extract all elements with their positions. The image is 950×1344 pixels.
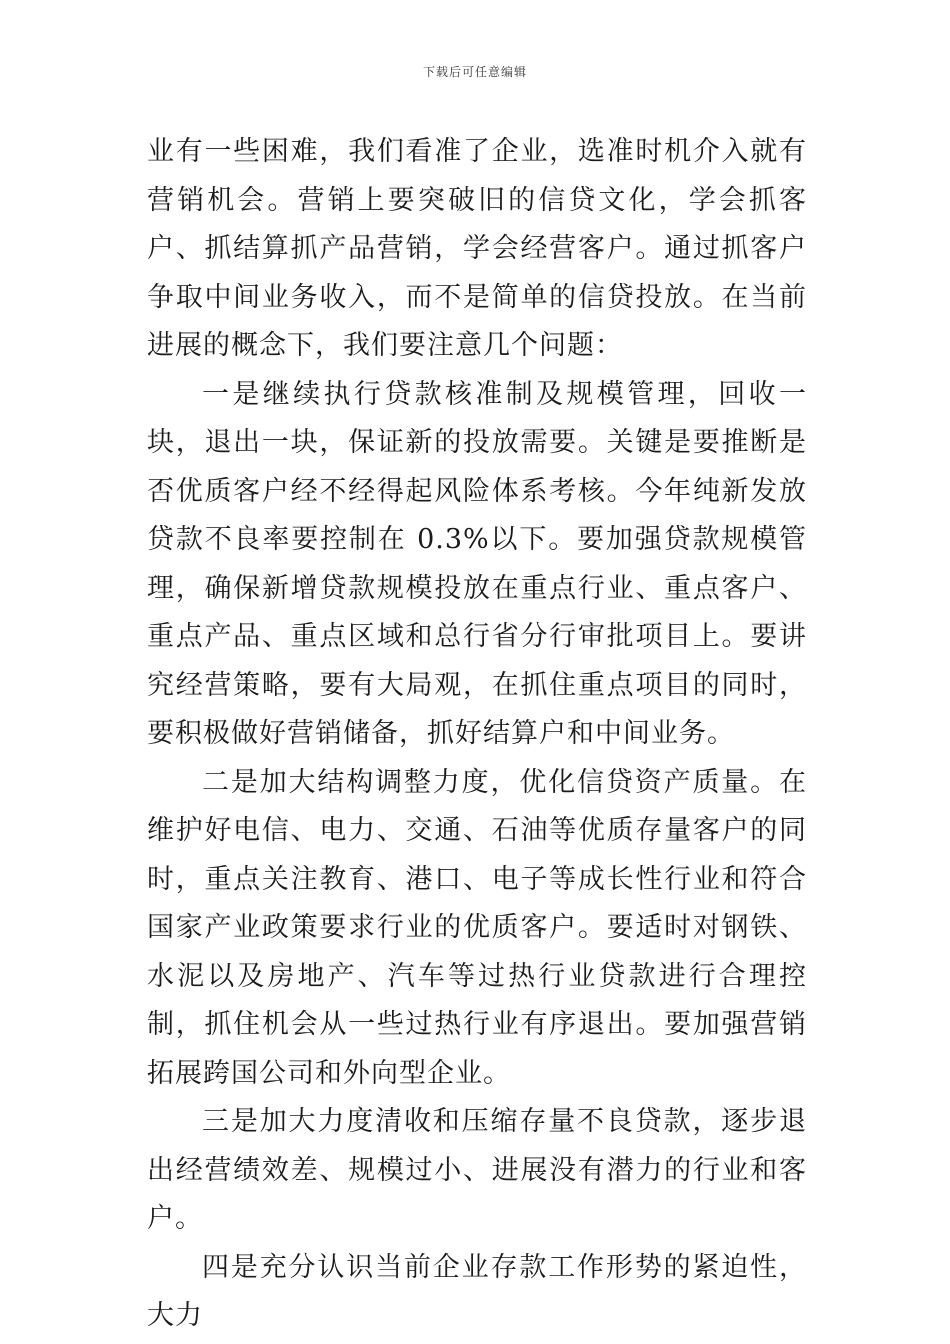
paragraph-point-four: 四是充分认识当前企业存款工作形势的紧迫性，大力 (147, 1251, 807, 1331)
paragraph-continuation: 业有一些困难，我们看准了企业，选准时机介入就有营销机会。营销上要突破旧的信贷文化，学会抓客户、抓结算抓产品营销，学会经营客户。通过抓客户争取中间业务收入，而不是简单的信贷投放。在当前进展的概念下，我们要注意几个问题： (147, 136, 807, 361)
paragraph-point-one: 一是继续执行贷款核准制及规模管理，回收一块，退出一块，保证新的投放需要。关键是要推断是否优质客户经不经得起风险体系考核。今年纯新发放贷款不良率要控制在 0.3%以下。要加强贷款规模管理，确保新增贷款规模投放在重点行业、重点客户、重点产品、重点区域和总行省分行审批项目上。要讲究经营策略，要有大局观，在抓住重点项目的同时，要积极做好营销储备，抓好结算户和中间业务。 (147, 378, 807, 749)
paragraph-point-three: 三是加大力度清收和压缩存量不良贷款，逐步退出经营绩效差、规模过小、进展没有潜力的行业和客户。 (147, 1106, 807, 1234)
paragraph-point-two: 二是加大结构调整力度，优化信贷资产质量。在维护好电信、电力、交通、石油等优质存量客户的同时，重点关注教育、港口、电子等成长性行业和符合国家产业政策要求行业的优质客户。要适时对钢铁、水泥以及房地产、汽车等过热行业贷款进行合理控制，抓住机会从一些过热行业有序退出。要加强营销拓展跨国公司和外向型企业。 (147, 766, 807, 1089)
page-header: 下载后可任意编辑 (422, 65, 527, 79)
document-body (147, 128, 807, 1341)
